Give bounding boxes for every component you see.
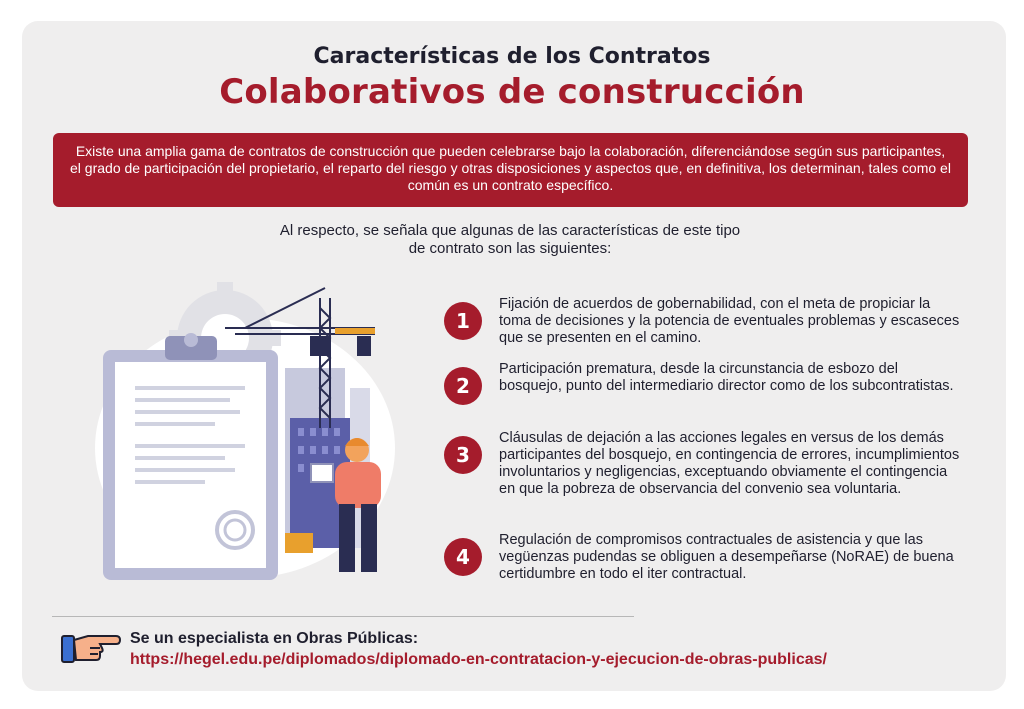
item-number-badge: 2 (444, 367, 482, 405)
item-text: Participación prematura, desde la circunstancia de esbozo del bosquejo, punto del intermediario director como de los subcontratistas. (499, 361, 954, 394)
title-line-1: Características de los Contratos (313, 44, 711, 69)
intro-banner: Existe una amplia gama de contratos de construcción que pueden celebrarse bajo la colaboración, diferenciándose según sus participantes, el grado de participación del propietario, el reparto del riesgo y otras disposiciones y aspectos que, en definitiva, los determinan, tales como el común es un contrato específico. (53, 133, 968, 207)
title-line-2: Colaborativos de construcción (219, 72, 805, 112)
item-number-badge: 1 (444, 302, 482, 340)
cta-link[interactable]: https://hegel.edu.pe/diplomados/diplomado-en-contratacion-y-ejecucion-de-obras-publicas/ (130, 651, 827, 668)
item-number-badge: 4 (444, 538, 482, 576)
subheading (230, 222, 790, 258)
divider (52, 616, 634, 617)
cta-label: Se un especialista en Obras Públicas: (130, 630, 419, 647)
subheading-line-2: de contrato son las siguientes: (408, 240, 612, 257)
contract-clipboard-illustration (95, 278, 415, 588)
item-text: Regulación de compromisos contractuales de asistencia y que las vegüenzas pudendas se obliguen a desempeñarse (NoRAE) de buena certidumbre en todo el iter contractual. (499, 532, 954, 582)
item-text: Cláusulas de dejación a las acciones legales en versus de los demás participantes del bosquejo, en contingencia de errores, incumplimientos involuntarios y negligencias, exceptuando obviamente el contingencia en que la pobreza de observancia del convenio sea voluntaria. (499, 430, 960, 497)
subheading-line-1: Al respecto, se señala que algunas de las características de este tipo (279, 222, 741, 239)
item-number-badge: 3 (444, 436, 482, 474)
pointing-hand-icon (60, 628, 122, 668)
item-text: Fijación de acuerdos de gobernabilidad, con el meta de propiciar la toma de decisiones y la potencia de eventuales problemas y escaseces que se presenten en el camino. (499, 296, 960, 346)
